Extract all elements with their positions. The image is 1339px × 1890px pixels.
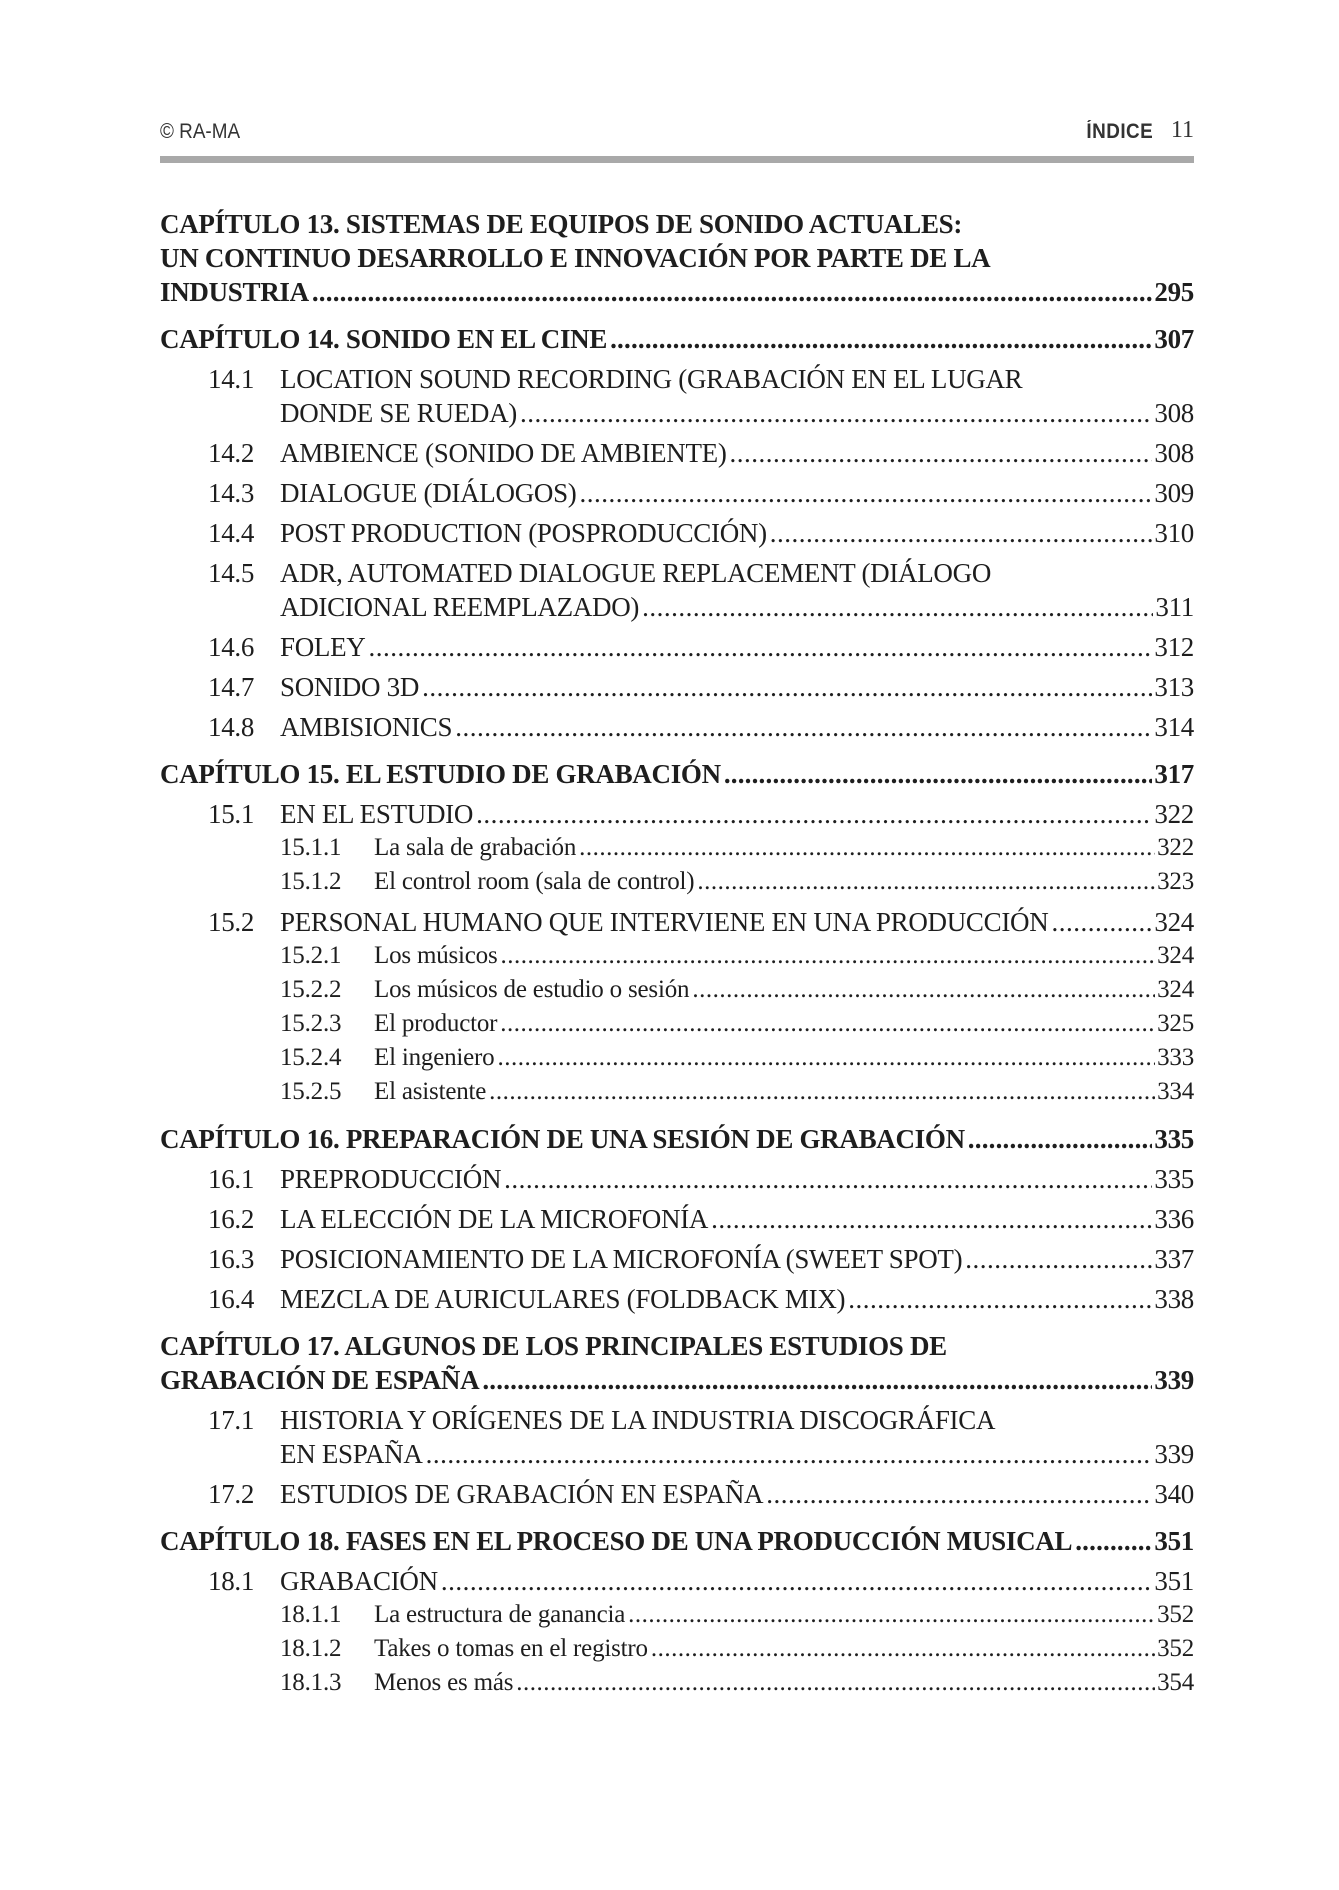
- toc-subsection[interactable]: [160, 1598, 1194, 1632]
- toc-section[interactable]: [160, 436, 1194, 470]
- toc-section[interactable]: [160, 710, 1194, 744]
- toc-subsection[interactable]: [160, 1041, 1194, 1075]
- toc-number: 16.3: [208, 1244, 255, 1274]
- toc-number: 18.1.1: [280, 1601, 342, 1628]
- toc-subsection[interactable]: [160, 1075, 1194, 1109]
- toc-number: 15.1.2: [280, 868, 342, 895]
- toc-title: CAPÍTULO 15. EL ESTUDIO DE GRABACIÓN: [160, 759, 721, 789]
- toc-subsection[interactable]: [160, 865, 1194, 899]
- leader-dots: [520, 396, 1152, 430]
- toc-title: DIALOGUE (DIÁLOGOS): [280, 478, 577, 508]
- toc-number: 15.2.5: [280, 1078, 342, 1105]
- toc-title: INDUSTRIA: [160, 277, 309, 307]
- toc-subsection[interactable]: [160, 939, 1194, 973]
- toc-page-number: 335: [1154, 1164, 1194, 1194]
- toc-number: 15.1: [208, 799, 255, 829]
- leader-dots: [1075, 1524, 1152, 1558]
- toc-title: AMBISIONICS: [280, 712, 453, 742]
- toc-title: EN ESPAÑA: [280, 1439, 423, 1469]
- toc-number: 15.2.2: [280, 976, 342, 1003]
- toc-number: 15.2.3: [280, 1010, 342, 1037]
- toc-title: Menos es más: [374, 1669, 514, 1696]
- toc-number: 18.1.3: [280, 1669, 342, 1696]
- toc-section[interactable]: [160, 1477, 1194, 1511]
- toc-title: MEZCLA DE AURICULARES (FOLDBACK MIX): [280, 1284, 846, 1314]
- toc-page-number: 352: [1157, 1601, 1194, 1628]
- toc-page-number: 308: [1154, 438, 1194, 468]
- toc-title: AMBIENCE (SONIDO DE AMBIENTE): [280, 438, 727, 468]
- toc-section[interactable]: [160, 797, 1194, 831]
- section-title: ÍNDICE: [1086, 120, 1153, 143]
- toc-title: CAPÍTULO 17. ALGUNOS DE LOS PRINCIPALES ESTUDIOS DE: [160, 1331, 947, 1361]
- toc-section[interactable]: [160, 1162, 1194, 1196]
- toc-section[interactable]: [160, 630, 1194, 664]
- toc-section[interactable]: [160, 1403, 1194, 1471]
- toc-page-number: 335: [1154, 1124, 1194, 1154]
- leader-dots: [628, 1598, 1155, 1632]
- leader-dots: [489, 1075, 1155, 1109]
- leader-dots: [482, 1363, 1152, 1397]
- toc-title: ESTUDIOS DE GRABACIÓN EN ESPAÑA: [280, 1479, 764, 1509]
- toc-number: 14.3: [208, 478, 255, 508]
- leader-dots: [476, 797, 1152, 831]
- toc-title: ADICIONAL REEMPLAZADO): [280, 592, 640, 622]
- leader-dots: [441, 1564, 1153, 1598]
- toc-number: 16.1: [208, 1164, 255, 1194]
- toc-title: UN CONTINUO DESARROLLO E INNOVACIÓN POR PARTE DE LA: [160, 243, 991, 273]
- toc-title: ADR, AUTOMATED DIALOGUE REPLACEMENT (DIÁLOGO: [280, 558, 992, 588]
- toc-page-number: 314: [1154, 712, 1194, 742]
- toc-subsection[interactable]: [160, 1007, 1194, 1041]
- toc-page-number: 307: [1154, 324, 1194, 354]
- page-number: 11: [1170, 117, 1194, 143]
- toc-page-number: 351: [1154, 1526, 1194, 1556]
- leader-dots: [692, 973, 1155, 1007]
- toc-title: SONIDO 3D: [280, 672, 420, 702]
- toc-chapter[interactable]: [160, 322, 1194, 356]
- toc-title: CAPÍTULO 13. SISTEMAS DE EQUIPOS DE SONIDO ACTUALES:: [160, 209, 963, 239]
- toc-number: 17.2: [208, 1479, 255, 1509]
- running-head-right: [1079, 117, 1194, 144]
- toc-number: 18.1: [208, 1566, 255, 1596]
- toc-page-number: 313: [1154, 672, 1194, 702]
- toc-chapter[interactable]: [160, 757, 1194, 791]
- toc-title: El productor: [374, 1010, 498, 1037]
- toc-page-number: 310: [1154, 518, 1194, 548]
- toc-section[interactable]: [160, 1242, 1194, 1276]
- toc-number: 17.1: [208, 1405, 255, 1435]
- toc-section[interactable]: [160, 362, 1194, 430]
- toc-number: 15.2: [208, 907, 255, 937]
- leader-dots: [610, 322, 1152, 356]
- toc-number: 15.2.4: [280, 1044, 342, 1071]
- toc-section[interactable]: [160, 1282, 1194, 1316]
- toc-section[interactable]: [160, 670, 1194, 704]
- leader-dots: [497, 1041, 1155, 1075]
- toc-page-number: 308: [1154, 398, 1194, 428]
- toc-page-number: 340: [1154, 1479, 1194, 1509]
- toc-title: GRABACIÓN: [280, 1566, 438, 1596]
- toc-title: DONDE SE RUEDA): [280, 398, 517, 428]
- leader-dots: [579, 831, 1155, 865]
- toc-title: La sala de grabación: [374, 834, 577, 861]
- leader-dots: [697, 865, 1155, 899]
- toc-title: La estructura de ganancia: [374, 1601, 626, 1628]
- toc-subsection[interactable]: [160, 1666, 1194, 1700]
- toc-page-number: 337: [1154, 1244, 1194, 1274]
- toc-page-number: 351: [1154, 1566, 1194, 1596]
- toc-title: CAPÍTULO 14. SONIDO EN EL CINE: [160, 324, 608, 354]
- toc-title: HISTORIA Y ORÍGENES DE LA INDUSTRIA DISCOGRÁFICA: [280, 1405, 996, 1435]
- leader-dots: [724, 757, 1153, 791]
- toc-page-number: 322: [1154, 799, 1194, 829]
- leader-dots: [766, 1477, 1152, 1511]
- toc-title: PERSONAL HUMANO QUE INTERVIENE EN UNA PRODUCCIÓN: [280, 907, 1049, 937]
- toc-chapter[interactable]: [160, 1122, 1194, 1156]
- leader-dots: [730, 436, 1153, 470]
- toc-number: 15.1.1: [280, 834, 342, 861]
- toc-page-number: 324: [1157, 976, 1194, 1003]
- toc-title: CAPÍTULO 16. PREPARACIÓN DE UNA SESIÓN DE GRABACIÓN: [160, 1124, 965, 1154]
- leader-dots: [516, 1666, 1155, 1700]
- toc-number: 14.4: [208, 518, 255, 548]
- toc-title: CAPÍTULO 18. FASES EN EL PROCESO DE UNA PRODUCCIÓN MUSICAL: [160, 1526, 1073, 1556]
- toc-page-number: 311: [1155, 592, 1194, 622]
- toc-section[interactable]: [160, 1564, 1194, 1598]
- leader-dots: [770, 516, 1153, 550]
- toc-page-number: 352: [1157, 1635, 1194, 1662]
- toc-title: FOLEY: [280, 632, 366, 662]
- toc-section[interactable]: [160, 1202, 1194, 1236]
- leader-dots: [965, 1242, 1152, 1276]
- toc-section[interactable]: [160, 516, 1194, 550]
- toc-title: LA ELECCIÓN DE LA MICROFONÍA: [280, 1204, 709, 1234]
- toc-number: 14.7: [208, 672, 255, 702]
- toc-section[interactable]: [160, 476, 1194, 510]
- toc-page-number: 322: [1157, 834, 1194, 861]
- toc-page-number: 295: [1154, 277, 1194, 307]
- leader-dots: [580, 476, 1153, 510]
- leader-dots: [848, 1282, 1152, 1316]
- leader-dots: [369, 630, 1153, 664]
- toc-page-number: 323: [1157, 868, 1194, 895]
- leader-dots: [651, 1632, 1155, 1666]
- toc-page-number: 339: [1154, 1365, 1194, 1395]
- toc-title: GRABACIÓN DE ESPAÑA: [160, 1365, 480, 1395]
- toc-number: 18.1.2: [280, 1635, 342, 1662]
- toc-page-number: 338: [1154, 1284, 1194, 1314]
- toc-number: 14.5: [208, 558, 255, 588]
- leader-dots: [711, 1202, 1152, 1236]
- leader-dots: [455, 710, 1152, 744]
- toc-page-number: 336: [1154, 1204, 1194, 1234]
- leader-dots: [426, 1437, 1153, 1471]
- leader-dots: [500, 1007, 1155, 1041]
- leader-dots: [1051, 905, 1152, 939]
- toc-chapter[interactable]: [160, 207, 1194, 309]
- toc-title: Takes o tomas en el registro: [374, 1635, 648, 1662]
- toc-title: El ingeniero: [374, 1044, 495, 1071]
- toc-number: 16.4: [208, 1284, 255, 1314]
- toc-number: 14.6: [208, 632, 255, 662]
- leader-dots: [312, 275, 1153, 309]
- leader-dots: [504, 1162, 1152, 1196]
- toc-title: El control room (sala de control): [374, 868, 695, 895]
- toc-number: 16.2: [208, 1204, 255, 1234]
- toc-subsection[interactable]: [160, 831, 1194, 865]
- table-of-contents: [160, 207, 1194, 1700]
- toc-page-number: 354: [1157, 1669, 1194, 1696]
- toc-number: 15.2.1: [280, 942, 342, 969]
- toc-chapter[interactable]: [160, 1524, 1194, 1558]
- toc-section[interactable]: [160, 556, 1194, 624]
- publisher-mark: © RA-MA: [160, 120, 241, 143]
- toc-page-number: 324: [1157, 942, 1194, 969]
- toc-number: 14.2: [208, 438, 255, 468]
- toc-page-number: 312: [1154, 632, 1194, 662]
- toc-page-number: 325: [1157, 1010, 1194, 1037]
- toc-page-number: 324: [1154, 907, 1194, 937]
- running-head: [160, 110, 1194, 144]
- toc-title: EN EL ESTUDIO: [280, 799, 474, 829]
- toc-title: LOCATION SOUND RECORDING (GRABACIÓN EN EL LUGAR: [280, 364, 1023, 394]
- toc-page-number: 334: [1157, 1078, 1194, 1105]
- toc-title: Los músicos de estudio o sesión: [374, 976, 690, 1003]
- toc-page-number: 317: [1154, 759, 1194, 789]
- leader-dots: [501, 939, 1156, 973]
- toc-title: POSICIONAMIENTO DE LA MICROFONÍA (SWEET SPOT): [280, 1244, 963, 1274]
- leader-dots: [642, 590, 1153, 624]
- toc-section[interactable]: [160, 905, 1194, 939]
- toc-title: Los músicos: [374, 942, 498, 969]
- toc-title: El asistente: [374, 1078, 487, 1105]
- header-rule: [160, 156, 1194, 163]
- toc-number: 14.8: [208, 712, 255, 742]
- leader-dots: [422, 670, 1152, 704]
- toc-page-number: 333: [1157, 1044, 1194, 1071]
- toc-title: POST PRODUCTION (POSPRODUCCIÓN): [280, 518, 767, 548]
- toc-subsection[interactable]: [160, 973, 1194, 1007]
- book-page: [160, 110, 1194, 1700]
- toc-subsection[interactable]: [160, 1632, 1194, 1666]
- toc-page-number: 339: [1154, 1439, 1194, 1469]
- toc-title: PREPRODUCCIÓN: [280, 1164, 502, 1194]
- toc-page-number: 309: [1154, 478, 1194, 508]
- leader-dots: [968, 1122, 1153, 1156]
- toc-number: 14.1: [208, 364, 255, 394]
- toc-chapter[interactable]: [160, 1329, 1194, 1397]
